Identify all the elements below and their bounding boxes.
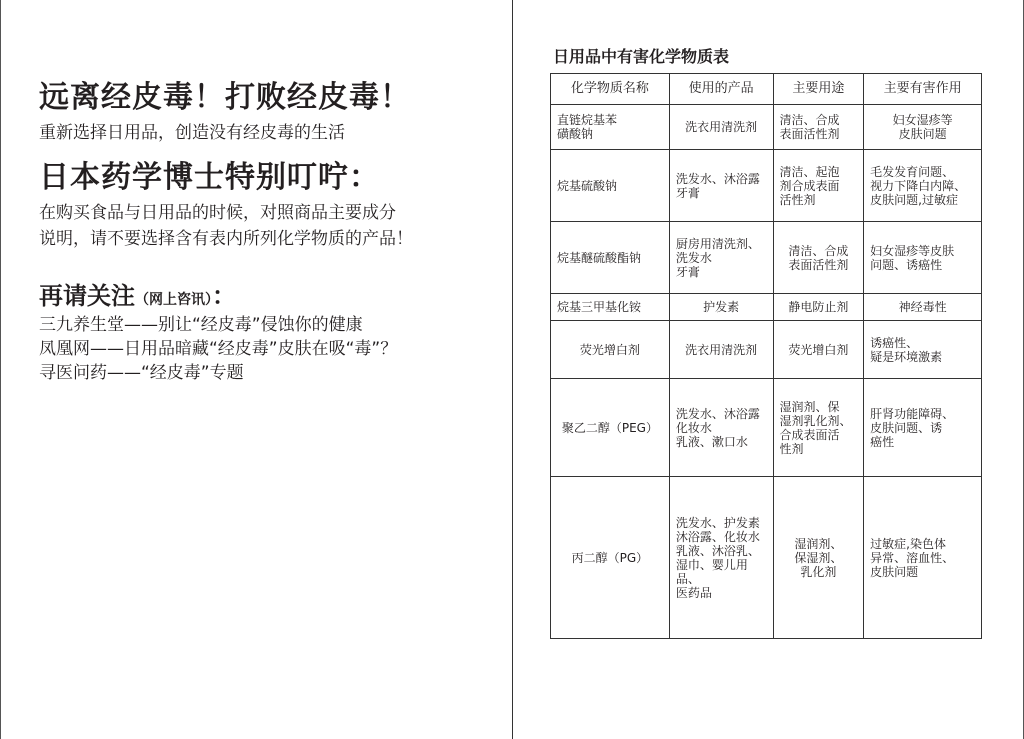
chemical-name-cell: 荧光增白剂 <box>551 321 670 379</box>
effects-cell: 肝肾功能障碍、 皮肤问题、诱 癌性 <box>864 379 982 477</box>
use-cell: 清洁、起泡 剂合成表面 活性剂 <box>773 150 864 222</box>
online-references <box>39 313 397 385</box>
effects-cell: 神经毒性 <box>864 294 982 321</box>
products-cell: 洗发水、护发素 沐浴露、化妆水 乳液、沐浴乳、 湿巾、婴儿用品、 医药品 <box>669 477 773 639</box>
doctor-advice-heading: 日本药学博士特别叮咛： <box>39 160 380 195</box>
table-header-row <box>551 74 982 105</box>
chemical-name-cell: 直链烷基苯 磺酸钠 <box>551 105 670 150</box>
products-cell: 厨房用清洗剂、 洗发水 牙膏 <box>669 222 773 294</box>
table-row <box>551 321 982 379</box>
use-cell: 湿润剂、 保湿剂、 乳化剂 <box>773 477 864 639</box>
products-cell: 洗衣用清洗剂 <box>669 105 773 150</box>
chemical-name-cell: 聚乙二醇（PEG） <box>551 379 670 477</box>
table-row <box>551 222 982 294</box>
instruction-line: 说明，请不要选择含有表内所列化学物质的产品！ <box>39 229 413 249</box>
table-row <box>551 105 982 150</box>
effects-cell: 诱癌性、 疑是环境激素 <box>864 321 982 379</box>
chemical-name-cell: 烷基三甲基化铵 <box>551 294 670 321</box>
table-row <box>551 477 982 639</box>
effects-cell: 妇女湿疹等 皮肤问题 <box>864 105 982 150</box>
products-cell: 护发素 <box>669 294 773 321</box>
table-row <box>551 379 982 477</box>
attention-heading <box>39 276 236 311</box>
effects-cell: 妇女湿疹等皮肤 问题、诱癌性 <box>864 222 982 294</box>
headline: 远离经皮毒！打败经皮毒！ <box>39 80 411 115</box>
purchase-instructions <box>39 200 413 252</box>
use-cell: 荧光增白剂 <box>773 321 864 379</box>
attention-title: 再请关注 <box>39 282 135 310</box>
use-cell: 静电防止剂 <box>773 294 864 321</box>
header-harmful-effects: 主要有害作用 <box>864 74 982 105</box>
reference-item: 凤凰网——日用品暗藏“经皮毒”皮肤在吸“毒”？ <box>39 339 398 359</box>
attention-note: （网上咨讯） <box>135 292 212 308</box>
use-cell: 湿润剂、保 湿剂乳化剂、 合成表面活 性剂 <box>773 379 864 477</box>
instruction-line: 在购买食品与日用品的时候，对照商品主要成分 <box>39 203 396 223</box>
subheadline: 重新选择日用品，创造没有经皮毒的生活 <box>39 123 345 143</box>
reference-item: 寻医问药——“经皮毒”专题 <box>39 363 244 383</box>
effects-cell: 毛发发育问题、 视力下降白内障、 皮肤问题,过敏症 <box>864 150 982 222</box>
chemical-name-cell: 烷基醚硫酸酯钠 <box>551 222 670 294</box>
use-cell: 清洁、合成 表面活性剂 <box>773 105 864 150</box>
products-cell: 洗发水、沐浴露 牙膏 <box>669 150 773 222</box>
header-products: 使用的产品 <box>669 74 773 105</box>
harmful-chemicals-table <box>550 73 982 639</box>
products-cell: 洗发水、沐浴露 化妆水 乳液、漱口水 <box>669 379 773 477</box>
use-cell: 清洁、合成 表面活性剂 <box>773 222 864 294</box>
effects-cell: 过敏症,染色体 异常、溶血性、 皮肤问题 <box>864 477 982 639</box>
chemical-name-cell: 丙二醇（PG） <box>551 477 670 639</box>
table-row <box>551 150 982 222</box>
header-chemical-name: 化学物质名称 <box>551 74 670 105</box>
attention-colon: ： <box>212 282 236 310</box>
header-main-use: 主要用途 <box>773 74 864 105</box>
products-cell: 洗衣用清洗剂 <box>669 321 773 379</box>
chemical-name-cell: 烷基硫酸钠 <box>551 150 670 222</box>
reference-item: 三九养生堂——别让“经皮毒”侵蚀你的健康 <box>39 315 363 335</box>
table-row <box>551 294 982 321</box>
table-title: 日用品中有害化学物质表 <box>553 47 730 66</box>
